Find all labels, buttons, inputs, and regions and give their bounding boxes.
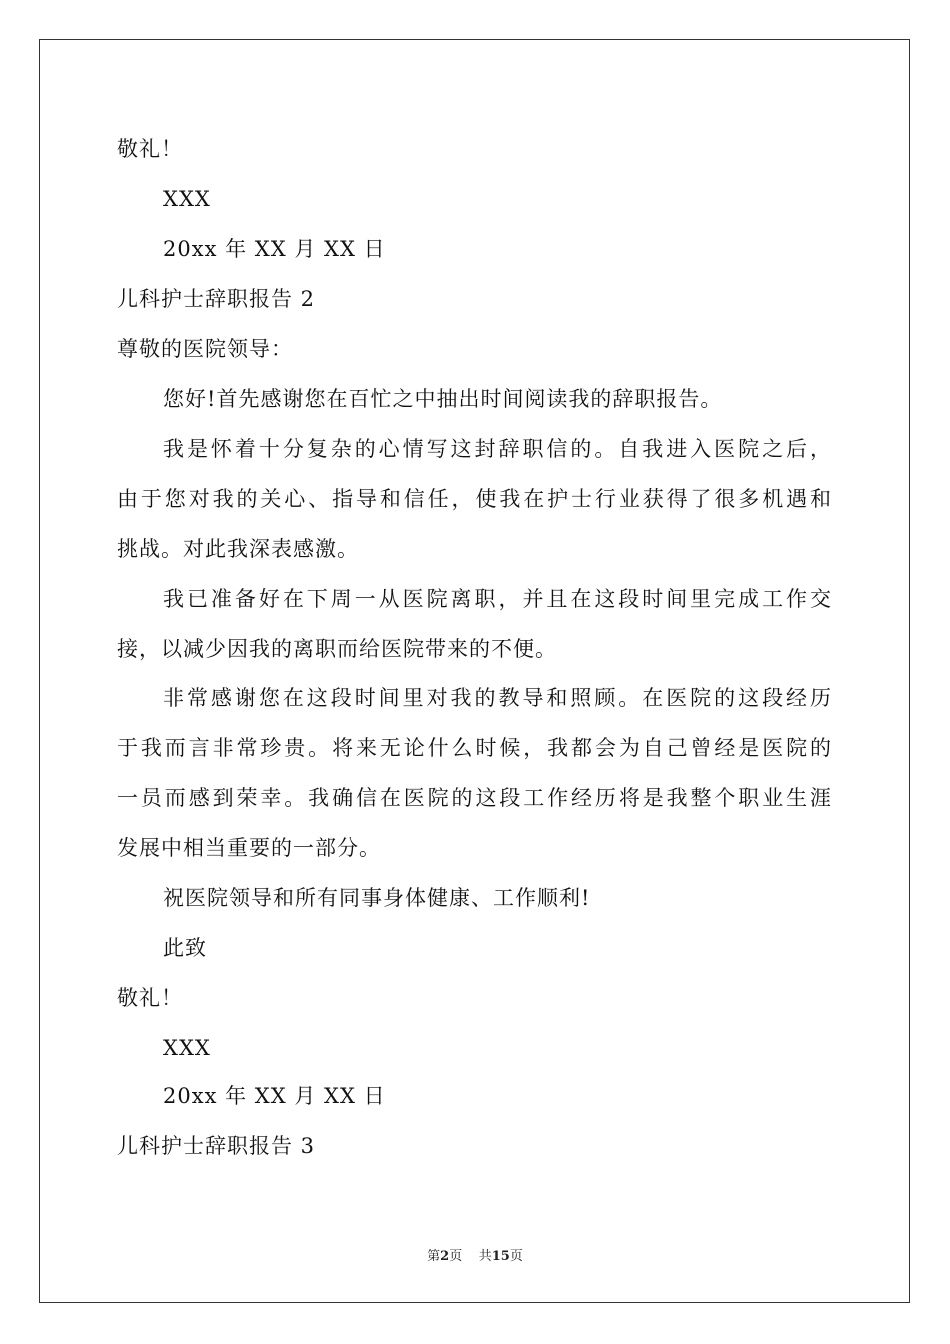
paragraph-line: 非常感谢您在这段时间里对我的教导和照顾。在医院的这段经历 — [163, 686, 832, 710]
paragraph-line: 我已准备好在下周一从医院离职，并且在这段时间里完成工作交 — [163, 587, 832, 611]
paragraph-line: 我是怀着十分复杂的心情写这封辞职信的。自我进入医院之后， — [163, 437, 832, 461]
closing-salute: 敬礼！ — [117, 137, 183, 161]
paragraph-line: 于我而言非常珍贵。将来无论什么时候，我都会为自己曾经是医院的 — [117, 736, 832, 760]
closing-salute: 敬礼！ — [117, 986, 183, 1010]
paragraph-line: 发展中相当重要的一部分。 — [117, 836, 381, 860]
section-heading: 儿科护士辞职报告 3 — [117, 1134, 316, 1158]
signature-date: 20xx 年 XX 月 XX 日 — [163, 1084, 386, 1108]
page-border — [39, 39, 910, 1303]
total-prefix: 共 — [478, 1249, 492, 1264]
total-pages: 15 — [491, 1249, 510, 1264]
page-prefix: 第 — [427, 1249, 441, 1264]
paragraph-line: 您好!首先感谢您在百忙之中抽出时间阅读我的辞职报告。 — [163, 387, 723, 411]
total-suffix: 页 — [509, 1249, 523, 1264]
paragraph-line: 一员而感到荣幸。我确信在医院的这段工作经历将是我整个职业生涯 — [117, 786, 832, 810]
signature-name: XXX — [163, 187, 211, 211]
page-number: 2 — [440, 1249, 450, 1264]
signature-date: 20xx 年 XX 月 XX 日 — [163, 237, 386, 261]
page-suffix: 页 — [449, 1249, 463, 1264]
page-footer — [0, 1248, 950, 1266]
closing-phrase: 此致 — [163, 936, 207, 960]
paragraph-line: 祝医院领导和所有同事身体健康、工作顺利! — [163, 886, 591, 910]
paragraph-line: 由于您对我的关心、指导和信任，使我在护士行业获得了很多机遇和 — [117, 487, 832, 511]
salutation: 尊敬的医院领导： — [117, 337, 293, 361]
paragraph-line: 挑战。对此我深表感激。 — [117, 537, 359, 561]
section-heading: 儿科护士辞职报告 2 — [117, 287, 316, 311]
paragraph-line: 接，以减少因我的离职而给医院带来的不便。 — [117, 637, 557, 661]
signature-name: XXX — [163, 1036, 211, 1060]
